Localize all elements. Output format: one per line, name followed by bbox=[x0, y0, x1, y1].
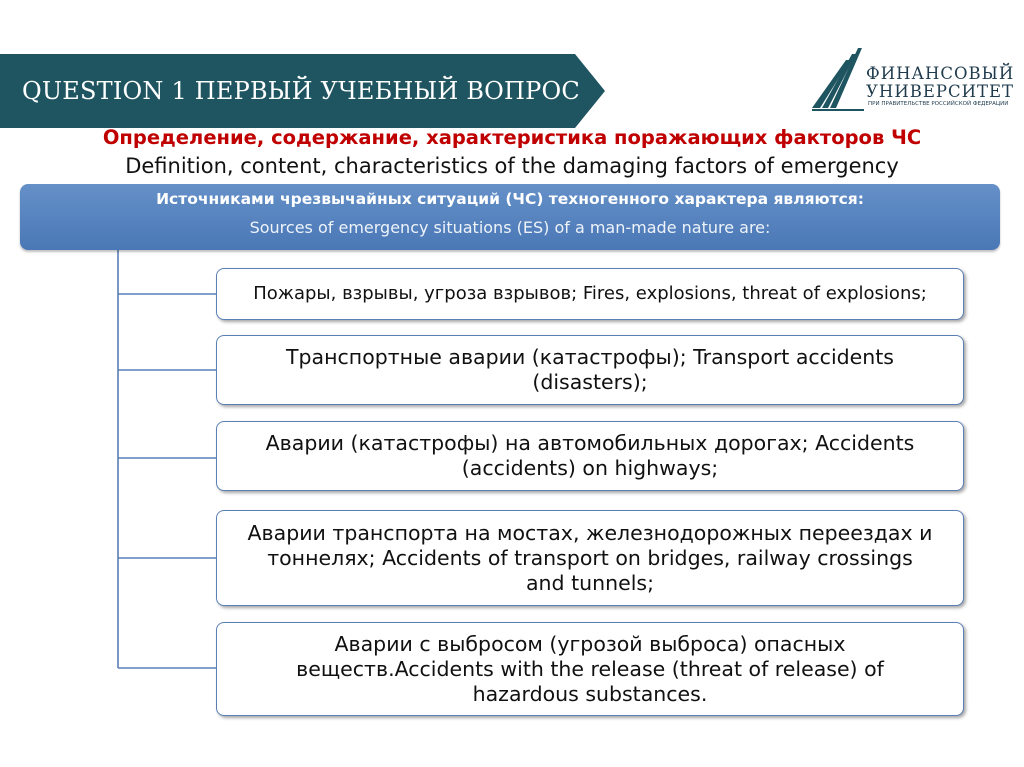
logo-line-3: ПРИ ПРАВИТЕЛЬСТВЕ РОССИЙСКОЙ ФЕДЕРАЦИИ bbox=[868, 101, 1009, 107]
root-label-ru: Источниками чрезвычайных ситуаций (ЧС) техногенного характера являются: bbox=[156, 190, 864, 208]
diagram-item-transport bbox=[216, 335, 964, 405]
logo-line-1: ФИНАНСОВЫЙ bbox=[866, 64, 1015, 83]
page-title: QUESTION 1 ПЕРВЫЙ УЧЕБНЫЙ ВОПРОС bbox=[22, 77, 580, 105]
item-text: Аварии транспорта на мостах, железнодорожных переездах и тоннелях; Accidents of transport on bridges, railway crossings and tunnels; bbox=[247, 520, 933, 595]
subtitle-ru: Определение, содержание, характеристика поражающих факторов ЧС bbox=[102, 126, 922, 149]
diagram-item-fires bbox=[216, 268, 964, 320]
item-text: Аварии с выбросом (угрозой выброса) опасных веществ.Accidents with the release (threat of release) of hazardous substances. bbox=[296, 631, 884, 706]
item-text: Транспортные аварии (катастрофы); Transport accidents (disasters); bbox=[286, 345, 894, 394]
diagram-item-bridges bbox=[216, 510, 964, 606]
diagram-root-box bbox=[20, 184, 1000, 250]
item-text: Пожары, взрывы, угроза взрывов; Fires, explosions, threat of explosions; bbox=[253, 283, 927, 305]
item-text: Аварии (катастрофы) на автомобильных дорогах; Accidents (accidents) on highways; bbox=[265, 431, 915, 480]
root-label-en: Sources of emergency situations (ES) of a man-made nature are: bbox=[249, 218, 771, 237]
subtitle-en: Definition, content, characteristics of the damaging factors of emergency bbox=[125, 154, 899, 178]
diagram-item-hazardous bbox=[216, 622, 964, 716]
logo-line-2: УНИВЕРСИТЕТ bbox=[866, 82, 1015, 101]
diagram-item-highways bbox=[216, 421, 964, 491]
